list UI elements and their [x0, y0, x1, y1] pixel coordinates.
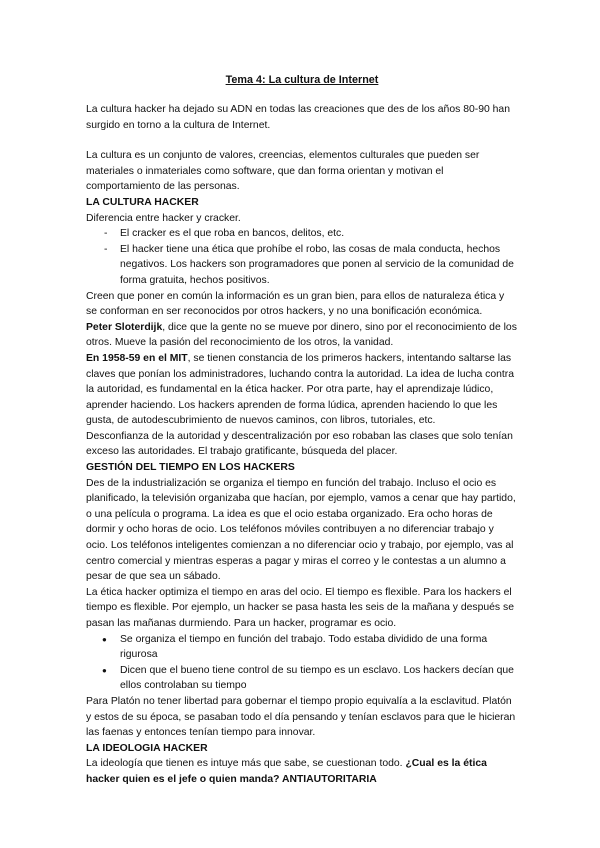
ideology-question: ¿Cual es la ética hacker quien es el jefe o quien manda? ANTIAUTORITARIA — [86, 758, 487, 785]
time-management-list — [86, 632, 518, 694]
document-content — [86, 72, 518, 788]
definition-paragraph: La cultura es un conjunto de valores, creencias, elementos culturales que pueden ser materiales o inmateriales como software, que dan forma orientan y motivan el comportamiento de las personas. — [86, 150, 480, 193]
mit-date: En 1958-59 en el MIT — [86, 352, 188, 364]
list-item: - El hacker tiene una ética que prohíbe el robo, las cosas de mala conducta, hechos negativos. Los hackers son programadores que ponen al servicio de la comunidad de forma gratuita, hechos positivos. — [86, 242, 518, 289]
section2-paragraph-2: La ética hacker optimiza el tiempo en aras del ocio. El tiempo es flexible. Para los hackers el tiempo es flexible. Por ejemplo, un hacker se pasa hasta les seis de la mañana y después se pasan las mañanas durmiendo. Para un hacker, programar es ocio. — [86, 586, 514, 629]
section2-paragraph-1: Des de la industrialización se organiza el tiempo en función del trabajo. Incluso el ocio es planificado, la televisión organizaba que hacían, por ejemplo, vamos a cenar que hay partido, o una película o programa. La idea es que el ocio estaba organizado. Era ocho horas de dormir y ocho horas de ocio. Los teléfonos móviles contribuyen a no diferenciar trabajo y ocio. Los teléfonos inteligentes comienzan a no diferenciar ocio y trabajo, por ejemplo, vas al centro comercial y mientras esperas a pagar y miras el correo y le contestas a un alumno a pesar de que sea un sábado. — [86, 477, 516, 583]
mit-text: , se tienen constancia de los primeros hackers, intentando saltarse las claves que ponían los administradores, luchando contra la autoridad. La idea de lucha contra la autoridad, es fundamental en la ética hacker. Por otra parte, hay el aprendizaje lúdico, aprender haciendo. Los hackers aprenden de forma lúdica, aprenden haciendo lo que les gusta, de autodescubrimiento de nuevos caminos, con libros, tutoriales, etc. — [86, 352, 515, 427]
section-heading-gestion-tiempo: GESTIÓN DEL TIEMPO EN LOS HACKERS — [86, 462, 295, 474]
section1-paragraph-2 — [86, 320, 518, 351]
sloterdijk-name: Peter Sloterdijk — [86, 321, 163, 333]
section-heading-ideologia: LA IDEOLOGIA HACKER — [86, 742, 208, 754]
intro-paragraph: La cultura hacker ha dejado su ADN en todas las creaciones que des de los años 80-90 han surgido en torno a la cultura de Internet. — [86, 104, 510, 131]
sloterdijk-text: , dice que la gente no se mueve por dinero, sino por el reconocimiento de los otros. Mueve la pasión del reconocimiento de los otros, la vanidad. — [86, 321, 517, 349]
hacker-cracker-list — [86, 226, 518, 288]
list-item: - El cracker es el que roba en bancos, delitos, etc. — [86, 226, 518, 242]
section1-paragraph-3 — [86, 351, 518, 429]
section2-paragraph-3: Para Platón no tener libertad para gobernar el tiempo propio equivalía a la esclavitud. Platón y estos de su época, se pasaban todo el día pensando y tenían esclavos para que le hicieran las faenas y entonces tenían tiempo para innovar. — [86, 695, 516, 739]
list-item: ● Dicen que el bueno tiene control de su tiempo es un esclavo. Los hackers decían que ellos controlaban su tiempo — [86, 663, 518, 694]
ideology-text: La ideología que tienen es intuye más que sabe, se cuestionan todo. — [86, 758, 406, 770]
document-title: Tema 4: La cultura de Internet — [225, 74, 379, 86]
list-item: ● Se organiza el tiempo en función del trabajo. Todo estaba dividido de una forma rigurosa — [86, 632, 518, 663]
section1-paragraph-4: Desconfianza de la autoridad y descentralización por eso robaban las clases que solo tenían exceso las autoridades. El trabajo gratificante, búsqueda del placer. — [86, 430, 513, 458]
section-heading-cultura-hacker: LA CULTURA HACKER — [86, 196, 199, 208]
section1-lead: Diferencia entre hacker y cracker. — [86, 212, 241, 224]
section1-paragraph-1: Creen que poner en común la información es un gran bien, para ellos de naturaleza ética y se conforman en ser reconocidos por otros hackers, y no una bonificación económica. — [86, 290, 505, 318]
section3-paragraph-1 — [86, 756, 518, 787]
spacer — [86, 133, 518, 148]
